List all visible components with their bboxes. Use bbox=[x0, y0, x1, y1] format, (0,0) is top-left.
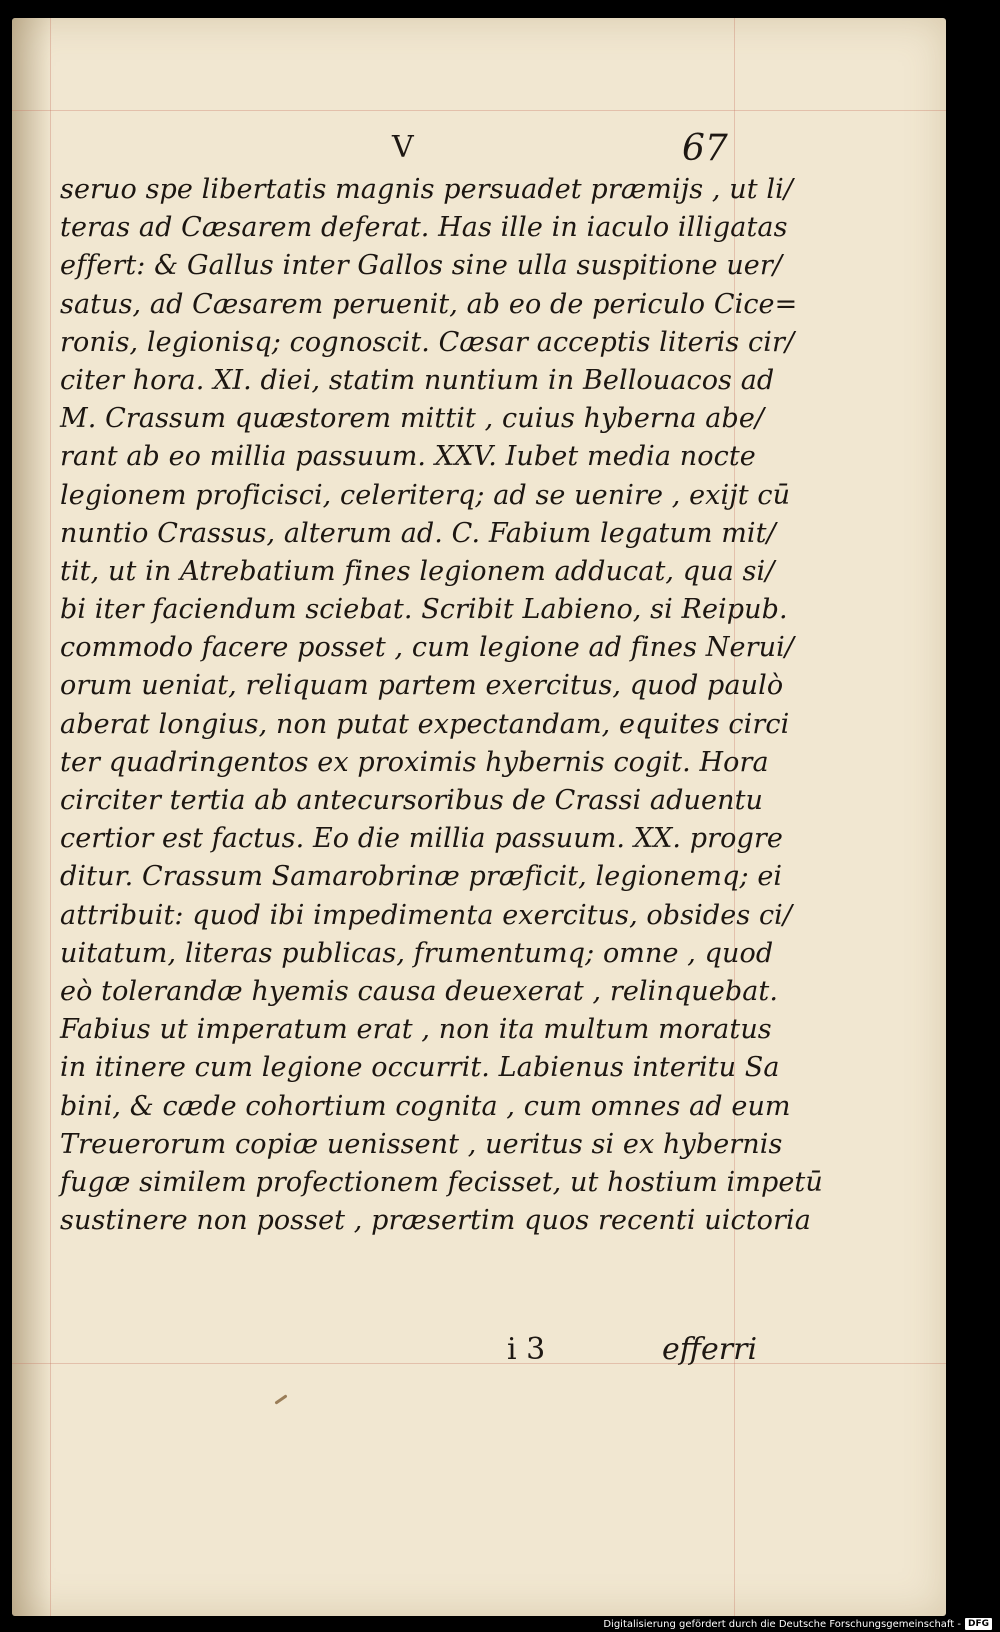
text-line: bi iter faciendum sciebat. Scribit Labieno, si Reipub. bbox=[60, 594, 788, 626]
margin-rule-bottom bbox=[12, 1363, 946, 1364]
text-line: uitatum, literas publicas, frumentumq; omne , quod bbox=[60, 937, 774, 969]
text-line: ter quadringentos ex proximis hybernis cogit. Hora bbox=[60, 746, 769, 778]
text-line: M. Crassum quæstorem mittit , cuius hyberna abe/ bbox=[60, 403, 765, 435]
text-line: tit, ut in Atrebatium fines legionem adducat, qua si/ bbox=[60, 555, 775, 587]
margin-rule-top bbox=[12, 110, 946, 111]
text-line: legionem proficisci, celeriterq; ad se uenire , exijt cū bbox=[60, 479, 791, 511]
text-line: sustinere non posset , præsertim quos recenti uictoria bbox=[60, 1205, 811, 1237]
text-line: orum ueniat, reliquam partem exercitus, quod paulò bbox=[60, 670, 784, 702]
text-line: ronis, legionisq; cognoscit. Cæsar acceptis literis cir/ bbox=[60, 326, 795, 358]
text-line: Treuerorum copiæ uenissent , ueritus si ex hybernis bbox=[60, 1128, 783, 1160]
text-line: commodo facere posset , cum legione ad fines Nerui/ bbox=[60, 632, 795, 664]
ink-speck bbox=[274, 1394, 287, 1404]
body-text bbox=[60, 171, 823, 1240]
text-line: ditur. Crassum Samarobrinæ præficit, legionemq; ei bbox=[60, 861, 783, 893]
text-line: fugæ similem profectionem fecisset, ut hostium impetū bbox=[60, 1166, 823, 1198]
catchword: efferri bbox=[662, 1332, 758, 1367]
margin-rule-left bbox=[50, 18, 51, 1616]
text-line: nuntio Crassus, alterum ad. C. Fabium legatum mit/ bbox=[60, 517, 776, 549]
text-line: attribuit: quod ibi impedimenta exercitus, obsides ci/ bbox=[60, 899, 793, 931]
text-line: circiter tertia ab antecursoribus de Crassi aduentu bbox=[60, 785, 764, 816]
text-line: Fabius ut imperatum erat , non ita multum moratus bbox=[60, 1014, 772, 1046]
text-line: aberat longius, non putat expectandam, equites circi bbox=[60, 708, 790, 740]
text-line: effert: & Gallus inter Gallos sine ulla suspitione uer/ bbox=[60, 250, 783, 282]
text-line: rant ab eo millia passuum. XXV. Iubet media nocte bbox=[60, 441, 756, 473]
text-line: satus, ad Cæsarem peruenit, ab eo de periculo Cice= bbox=[60, 288, 798, 320]
text-line: citer hora. XI. diei, statim nuntium in Bellouacos ad bbox=[60, 364, 775, 396]
text-line: in itinere cum legione occurrit. Labienus interitu Sa bbox=[60, 1052, 780, 1084]
text-line: teras ad Cæsarem deferat. Has ille in iaculo illigatas bbox=[60, 212, 788, 244]
dfg-logo-icon: DFG bbox=[965, 1618, 992, 1630]
text-line: eò tolerandæ hyemis causa deuexerat , relinquebat. bbox=[60, 975, 779, 1007]
funding-credit: Digitalisierung gefördert durch die Deutsche Forschungsgemeinschaft - bbox=[603, 1618, 961, 1630]
gutter-shadow bbox=[12, 18, 52, 1616]
text-line: seruo spe libertatis magnis persuadet præmijs , ut li/ bbox=[60, 174, 794, 205]
signature-mark: i 3 bbox=[507, 1332, 546, 1367]
text-line: certior est factus. Eo die millia passuum. XX. progre bbox=[60, 823, 783, 855]
page-number: 67 bbox=[682, 128, 728, 169]
running-head-letter: V bbox=[392, 130, 415, 165]
book-page bbox=[12, 18, 946, 1616]
text-line: bini, & cæde cohortium cognita , cum omnes ad eum bbox=[60, 1090, 791, 1122]
digitization-footer bbox=[603, 1617, 992, 1631]
